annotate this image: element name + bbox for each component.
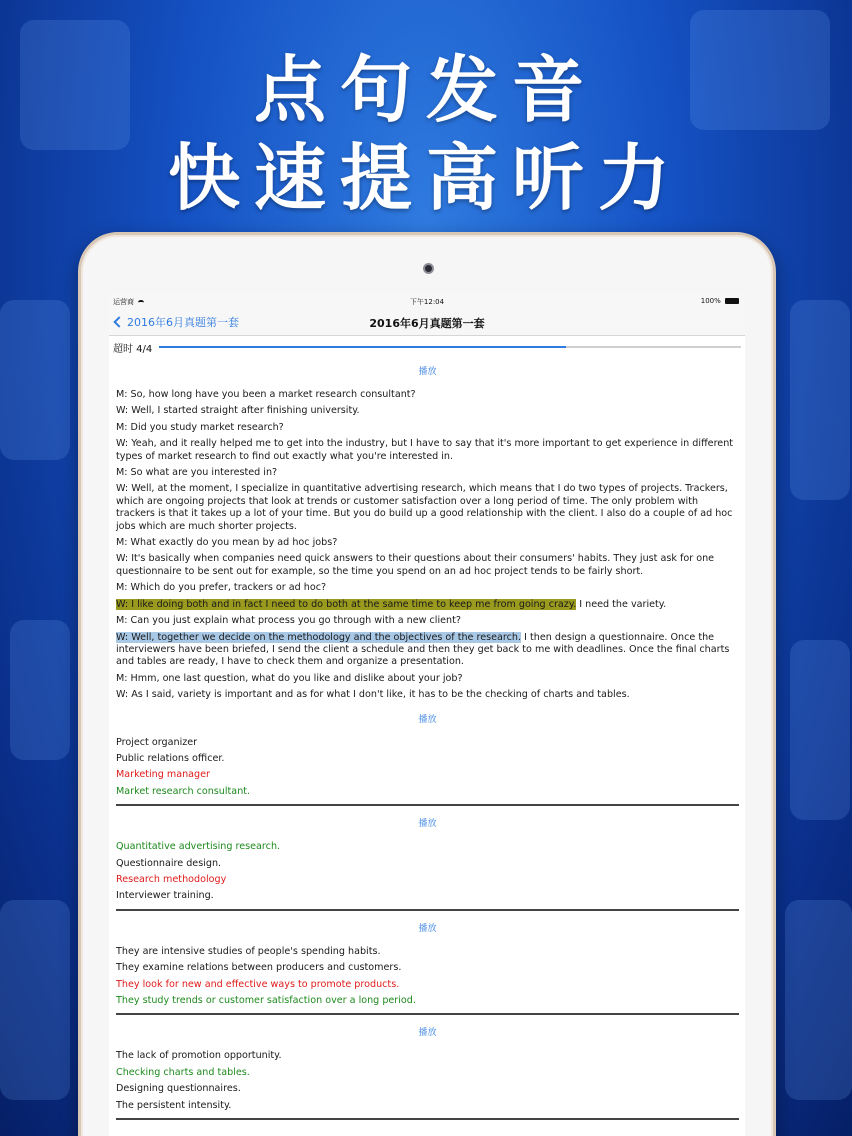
answer-option[interactable]: Quantitative advertising research. (116, 841, 281, 853)
progress-row (109, 336, 745, 354)
sentence-rest[interactable]: I need the variety. (576, 598, 667, 610)
app-screen (109, 294, 745, 1136)
play-button[interactable]: 播放 (418, 923, 437, 934)
status-time: 下午12:04 (409, 298, 445, 306)
answer-option[interactable]: Interviewer training. (116, 890, 214, 902)
conversation-line[interactable]: W: It's basically when companies need quick answers to their questions about their consumers' habits. They just ask for one questionnaire to be sent out for example, so the time you spend on an ad hoc project tends to be fairly short. (116, 553, 715, 577)
battery-percent: 100% (700, 297, 721, 305)
answer-option[interactable]: They examine relations between producers and customers. (116, 962, 402, 974)
play-button[interactable]: 播放 (418, 819, 437, 830)
nav-bar (109, 308, 745, 336)
conversation-line[interactable]: M: Hmm, one last question, what do you like and dislike about your job? (116, 672, 463, 684)
answer-option[interactable]: The persistent intensity. (116, 1099, 232, 1111)
conversation-line[interactable]: M: Which do you prefer, trackers or ad hoc? (116, 582, 327, 594)
highlighted-sentence[interactable]: W: I like doing both and in fact I need to do both at the same time to keep me from going crazy. (116, 598, 577, 610)
answer-option[interactable]: Market research consultant. (116, 785, 251, 797)
answer-option[interactable]: They study trends or customer satisfaction over a long period. (116, 995, 416, 1006)
answer-option[interactable]: Designing questionnaires. (116, 1083, 241, 1095)
headline-line-2: 快速提高听力 (167, 135, 684, 220)
divider (116, 909, 739, 911)
conversation-line[interactable]: W: Yeah, and it really helped me to get into the industry, but I have to say that it's more important to get experience in different types of market research to find out exactly what you're interested in. (116, 438, 734, 462)
conversation-line[interactable]: M: Can you just explain what process you go through with a new client? (116, 615, 461, 627)
answer-option[interactable]: Public relations officer. (116, 752, 225, 764)
conversation-line[interactable] (116, 632, 739, 669)
conversation-line[interactable]: W: Well, at the moment, I specialize in quantitative advertising research, which means that I do two types of projects. Trackers, which are ongoing projects that look at trends or customer satisfaction over a long period of time. The only problem with trackers is that it takes up a lot of your time. But you do build up a good relationship with the client. I also do a couple of ad hoc jobs which are much shorter projects. (116, 483, 733, 532)
answer-option[interactable]: They are intensive studies of people's spending habits. (116, 945, 381, 957)
progress-label: 超时 4/4 (113, 344, 153, 355)
answer-option[interactable]: Checking charts and tables. (116, 1066, 250, 1078)
conversation-line[interactable]: M: What exactly do you mean by ad hoc jobs? (116, 537, 338, 549)
divider (116, 804, 739, 806)
back-button-label: 2016年6月真题第一套 (127, 316, 239, 329)
battery-icon (725, 298, 739, 304)
battery-indicator (701, 297, 739, 305)
answer-option[interactable]: They look for new and effective ways to promote products. (116, 978, 400, 990)
page-title: 2016年6月真题第一套 (369, 317, 485, 330)
answer-option[interactable]: Research methodology (116, 873, 227, 885)
carrier-text: 运营商 (113, 298, 134, 306)
headline-line-1: 点句发音 (253, 47, 598, 132)
progress-fill (159, 346, 566, 348)
questions (116, 712, 739, 1121)
conversation-line[interactable] (116, 599, 739, 611)
answer-option[interactable]: Marketing manager (116, 769, 210, 781)
sentence-rest[interactable]: I then design a questionnaire. Once the interviewers have been briefed, I send the client a schedule and then they get back to me with deadlines. Once the final charts and tables are ready, I have to check them and organize a presentation. (116, 631, 730, 668)
progress-bar (159, 346, 741, 348)
play-button[interactable]: 播放 (418, 1028, 437, 1039)
divider (116, 1013, 739, 1015)
play-button[interactable]: 播放 (418, 714, 437, 725)
conversation-line[interactable]: W: Well, I started straight after finishing university. (116, 405, 360, 417)
conversation-line[interactable]: W: As I said, variety is important and as for what I don't like, it has to be the checking of charts and tables. (116, 689, 630, 701)
play-button[interactable]: 播放 (418, 367, 437, 377)
content (109, 364, 745, 1120)
answer-option[interactable]: The lack of promotion opportunity. (116, 1050, 282, 1062)
status-bar (109, 294, 745, 308)
highlighted-sentence[interactable]: W: Well, together we decide on the methodology and the objectives of the research. (116, 631, 522, 643)
camera-icon (423, 263, 434, 274)
conversation (116, 389, 739, 702)
conversation-line[interactable]: M: Did you study market research? (116, 421, 284, 433)
conversation-line[interactable]: M: So what are you interested in? (116, 467, 278, 479)
answer-option[interactable]: Project organizer (116, 736, 198, 748)
answer-option[interactable]: Questionnaire design. (116, 857, 222, 869)
conversation-line[interactable]: M: So, how long have you been a market research consultant? (116, 389, 416, 400)
divider (116, 1118, 739, 1120)
